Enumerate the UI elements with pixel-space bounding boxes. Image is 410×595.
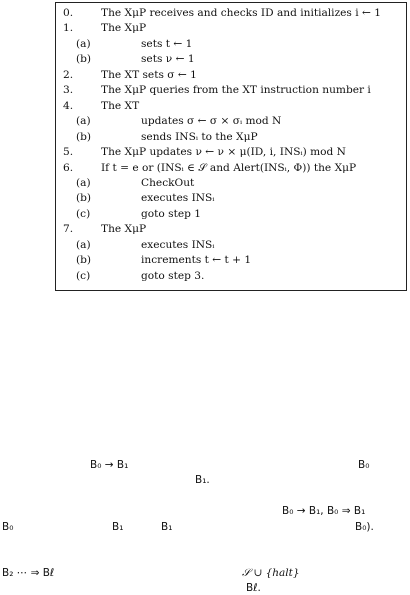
step-text: goto step 3. (141, 269, 205, 282)
step-text: The XμP queries from the XT instruction number i (101, 84, 371, 97)
step-text: sets ν ← 1 (141, 53, 195, 66)
step-number: 2. (63, 68, 74, 81)
step-text: increments t ← t + 1 (141, 254, 252, 267)
step-text: If t = e or (INSᵢ ∈ 𝒮 and Alert(INSᵢ, Φ)) the XμP (101, 161, 357, 174)
step-text: executes INSᵢ (141, 192, 215, 205)
step-number: (b) (76, 192, 92, 205)
algorithm-box (55, 2, 407, 291)
step-number: (c) (76, 207, 91, 220)
step-number: 6. (63, 161, 74, 174)
step-number: 0. (63, 7, 74, 19)
step-text: goto step 1 (141, 207, 202, 220)
text-fragment-b2-bl: B₂ ⋯ ⇒ Bℓ (2, 567, 55, 579)
step-number: (a) (76, 37, 91, 50)
step-number: 3. (63, 84, 74, 97)
step-text: The XμP receives and checks ID and initializes i ← 1 (101, 7, 381, 19)
step-text: executes INSᵢ (141, 238, 215, 251)
text-fragment-b0-b1-pair: B₀ → B₁, B₀ ⇒ B₁ (282, 505, 366, 517)
text-fragment-bl: Bℓ. (246, 582, 261, 594)
step-text: The XT (101, 99, 140, 112)
step-text: sends INSᵢ to the XμP (141, 130, 258, 143)
step-number: (b) (76, 254, 92, 267)
step-number: 1. (63, 22, 74, 35)
step-number: (b) (76, 53, 92, 66)
step-number: (a) (76, 176, 91, 189)
text-fragment-b1: B₁. (195, 474, 210, 486)
step-number: 7. (63, 223, 74, 236)
step-number: (c) (76, 269, 91, 282)
text-fragment-b0: B₀ (358, 459, 370, 471)
step-number: 5. (63, 146, 74, 159)
text-fragment-b0-to-b1: B₀ → B₁ (90, 459, 129, 471)
step-number: 4. (63, 99, 74, 112)
step-number: (a) (76, 238, 91, 251)
text-fragment-b1-mid: B₁ (112, 521, 124, 533)
text-fragment-b0-paren: B₀). (355, 521, 374, 533)
step-text: The XμP updates ν ← ν × μ(ID, i, INSᵢ) mod N (101, 146, 346, 159)
text-fragment-s-union-halt: 𝒮 ∪ {halt} (242, 567, 300, 579)
step-text: The XμP (101, 223, 147, 236)
step-text: sets t ← 1 (141, 37, 193, 50)
step-text: CheckOut (141, 176, 195, 189)
step-text: updates σ ← σ × σᵢ mod N (141, 115, 282, 128)
step-text: The XT sets σ ← 1 (101, 68, 197, 81)
step-number: (b) (76, 130, 92, 143)
step-text: The XμP (101, 22, 147, 35)
text-fragment-b1-mid2: B₁ (161, 521, 173, 533)
text-fragment-b0-left: B₀ (2, 521, 14, 533)
step-number: (a) (76, 115, 91, 128)
